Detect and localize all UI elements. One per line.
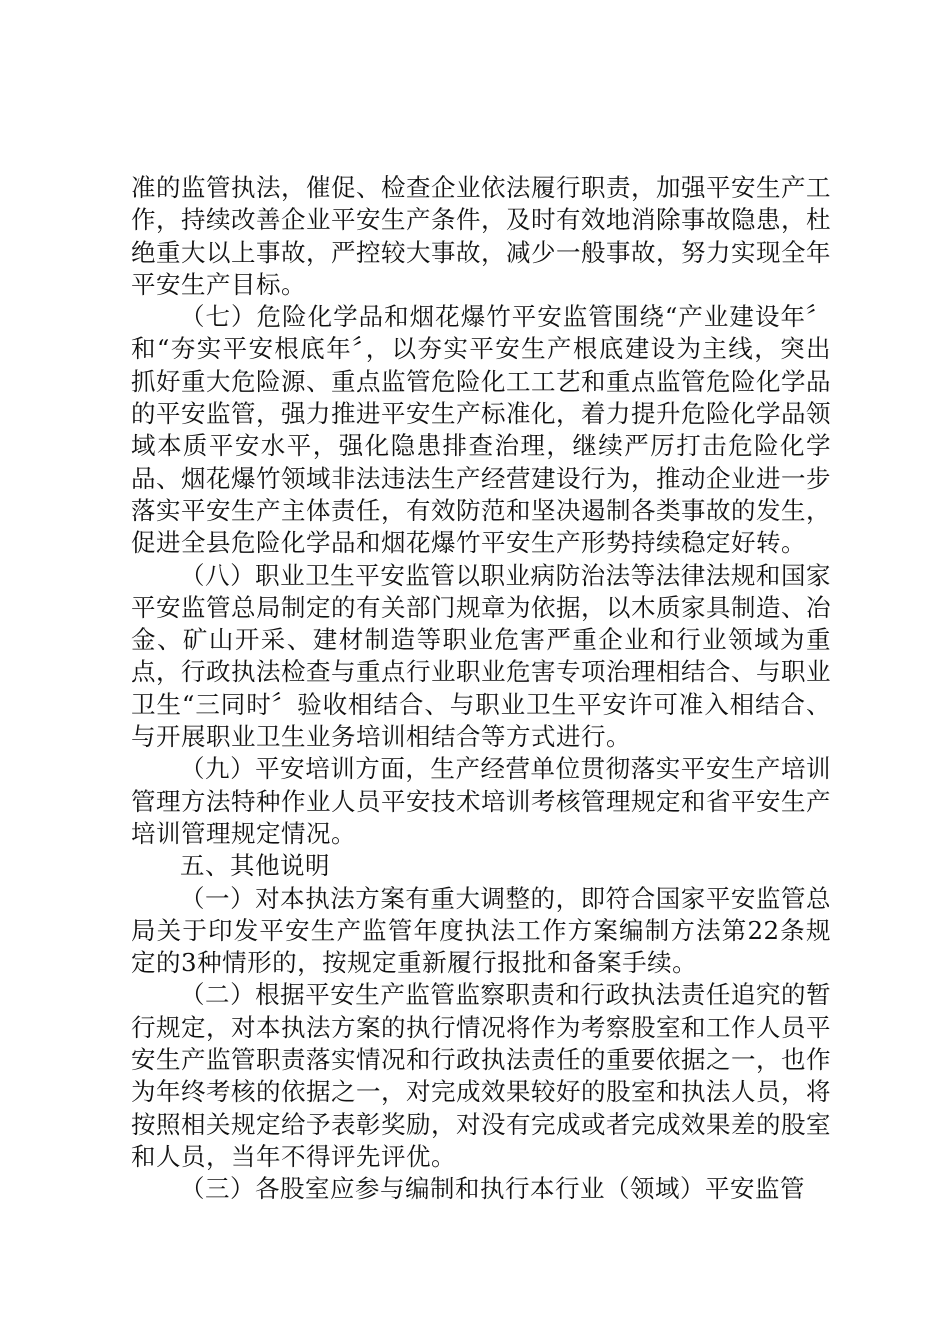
heading-other-notes: 五、其他说明 bbox=[180, 851, 330, 881]
paragraph-section-9: （九）平安培训方面，生产经营单位贯彻落实平安生产培训管理方法特种作业人员平安技术培训考核管理规定和省平安生产培训管理规定情况。 bbox=[131, 754, 831, 848]
paragraph-note-1: （一）对本执法方案有重大调整的，即符合国家平安监管总局关于印发平安生产监管年度执法工作方案编制方法第22条规定的3种情形的，按规定重新履行报批和备案手续。 bbox=[131, 883, 831, 978]
paragraph-section-8: （八）职业卫生平安监管以职业病防治法等法律法规和国家平安监管总局制定的有关部门规章为依据，以木质家具制造、冶金、矿山开采、建材制造等职业危害严重企业和行业领域为重点，行政执法检查与重点行业职业危害专项治理相结合、与职业卫生“三同时〞验收相结合、与职业卫生平安许可准入相结合、与开展职业卫生业务培训相结合等方式进行。 bbox=[131, 560, 831, 752]
paragraph-continuation: 准的监管执法，催促、检查企业依法履行职责，加强平安生产工作，持续改善企业平安生产条件，及时有效地消除事故隐患，杜绝重大以上事故，严控较大事故，减少一般事故，努力实现全年平安生产目标。 bbox=[131, 173, 831, 299]
document-body bbox=[131, 172, 831, 1206]
paragraph-note-2: （二）根据平安生产监管监察职责和行政执法责任追究的暂行规定，对本执法方案的执行情况将作为考察股室和工作人员平安生产监管职责落实情况和行政执法责任的重要依据之一，也作为年终考核的依据之一，对完成效果较好的股室和执法人员，将按照相关规定给予表彰奖励，对没有完成或者完成效果差的股室和人员，当年不得评先评优。 bbox=[131, 980, 831, 1171]
paragraph-section-7: （七）危险化学品和烟花爆竹平安监管围绕“产业建设年〞和“夯实平安根底年〞，以夯实平安生产根底建设为主线，突出抓好重大危险源、重点监管危险化工工艺和重点监管危险化学品的平安监管，强力推进平安生产标准化，着力提升危险化学品领域本质平安水平，强化隐患排查治理，继续严厉打击危险化学品、烟花爆竹领域非法违法生产经营建设行为，推动企业进一步落实平安生产主体责任，有效防范和坚决遏制各类事故的发生，促进全县危险化学品和烟花爆竹平安生产形势持续稳定好转。 bbox=[131, 302, 831, 558]
paragraph-note-3: （三）各股室应参与编制和执行本行业（领域）平安监管 bbox=[180, 1174, 805, 1204]
